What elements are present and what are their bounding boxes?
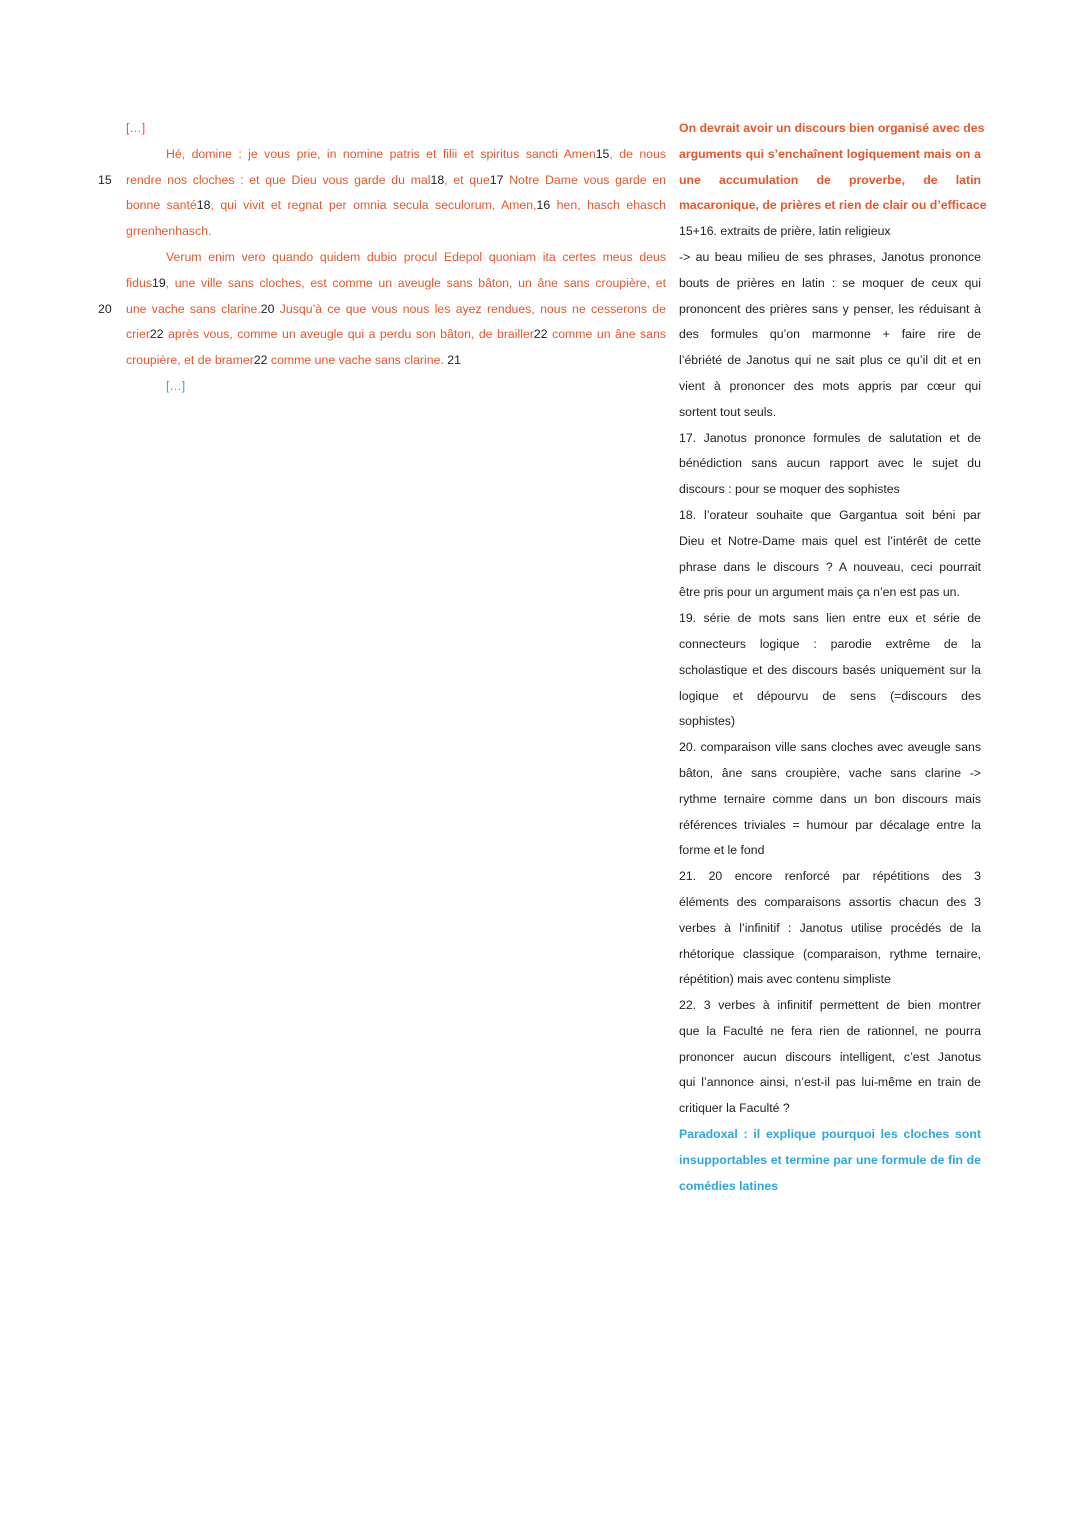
commentary-line: logique et dépourvu de sens (=discours des [679, 688, 981, 703]
text-line [126, 348, 666, 374]
commentary-line: 15+16. extraits de prière, latin religieux [679, 224, 891, 239]
commentary-line: des formules qu’on marmonne + faire rire de [679, 327, 981, 342]
commentary-line: connecteurs logique : parodie extrême de la [679, 636, 981, 651]
text-segment: Verum enim vero quando quidem dubio procul Edepol quoniam ita certes meus deus [166, 249, 666, 264]
commentary-line: l’ébriété de Janotus qui ne sait plus ce qu’il dit et en [679, 353, 981, 368]
text-line [98, 297, 666, 323]
commentary-line: Paradoxal : il explique pourquoi les cloches sont [679, 1127, 981, 1142]
note-ref: 19 [151, 275, 166, 290]
commentary-line: prononcent des prières sans y penser, les réduisant à [679, 301, 981, 316]
line-number: 15 [98, 172, 112, 187]
text-segment: comme une vache sans clarine. [267, 353, 448, 368]
commentary-line: 17. Janotus prononce formules de salutation et de [679, 430, 981, 445]
commentary-line: 21. 20 encore renforcé par répétitions des 3 [679, 869, 981, 884]
commentary-line: répétition) mais avec contenu simpliste [679, 972, 891, 987]
ellipsis-top: […] [126, 121, 146, 135]
text-segment: comme un âne sans [547, 327, 667, 342]
commentary-line: scholastique et des discours basés uniquement sur la [679, 662, 981, 677]
commentary-line: rhétorique classique (comparaison, rythme ternaire, [679, 946, 981, 961]
commentary-line: forme et le fond [679, 843, 765, 858]
note-ref: 22 [149, 327, 164, 342]
commentary-line: insupportables et termine par une formule de fin de [679, 1152, 981, 1167]
commentary-line: vient à prononcer des mots appris par cœur qui [679, 378, 981, 393]
text-line [126, 219, 666, 245]
commentary-line: références triviales = humour par décalage entre la [679, 817, 981, 832]
text-segment: après vous, comme un aveugle qui a perdu son bâton, de brailler [163, 327, 534, 342]
commentary-line: être pris pour un argument mais ça n’en est pas un. [679, 585, 960, 600]
text-line [126, 142, 666, 168]
commentary-line: une accumulation de proverbe, de latin [679, 172, 981, 187]
commentary-line: éléments des comparaisons assortis chacun des 3 [679, 894, 981, 909]
commentary-line: que la Faculté ne fera rien de rationnel, ne pourra [679, 1023, 981, 1038]
commentary-line: bénédiction sans aucun rapport avec le sujet du [679, 456, 981, 471]
text-segment: , et que [444, 172, 490, 187]
text-segment: fidus [126, 275, 152, 290]
commentary-line: -> au beau milieu de ses phrases, Janotus prononce [679, 249, 981, 264]
text-line [126, 245, 666, 271]
commentary-line: On devrait avoir un discours bien organisé avec des [679, 121, 985, 135]
text-segment: Hé, domine : je vous prie, in nomine patris et filii et spiritus sancti Amen [166, 146, 596, 161]
note-ref: 22 [253, 353, 268, 368]
text-segment: une vache sans clarine. [126, 301, 261, 316]
text-segment: croupière, et de bramer [126, 353, 254, 368]
commentary-line: arguments qui s’enchaînent logiquement mais on a [679, 146, 981, 161]
commentary-line: bâton, âne sans croupière, vache sans clarine -> [679, 765, 981, 780]
text-segment: , qui vivit et regnat per omnia secula seculorum, Amen, [210, 198, 537, 213]
text-line [126, 193, 666, 219]
commentary-line: qui l’annonce ainsi, n’est-il pas lui-même en train de [679, 1075, 981, 1090]
text-segment: crier [126, 327, 150, 342]
note-ref: 17 [489, 172, 504, 187]
text-segment: hen, hasch ehasch [550, 198, 667, 213]
ellipsis-bottom: […] [166, 378, 186, 393]
text-segment: bonne santé [126, 198, 197, 213]
commentary-line: 20. comparaison ville sans cloches avec aveugle sans [679, 740, 981, 755]
commentary-line: 19. série de mots sans lien entre eux et série de [679, 611, 981, 626]
commentary-line: 18. l’orateur souhaite que Gargantua soit béni par [679, 507, 981, 522]
commentary-line: 22. 3 verbes à infinitif permettent de bien montrer [679, 998, 981, 1013]
commentary-line: bouts de prières en latin : se moquer de ceux qui [679, 275, 981, 290]
commentary-line: Dieu et Notre-Dame mais quel est l’intérêt de cette [679, 533, 981, 548]
text-segment: rendre nos cloches : et que Dieu vous garde du mal [126, 172, 431, 187]
note-ref: 16 [536, 198, 551, 213]
text-segment: Notre Dame vous garde en [503, 172, 666, 187]
text-line [126, 322, 666, 348]
text-segment: , de nous [609, 146, 667, 161]
text-segment: , une ville sans cloches, est comme un aveugle sans bâton, un âne sans croupière, et [165, 275, 666, 290]
text-line [98, 168, 666, 194]
commentary-line: sophistes) [679, 714, 736, 729]
commentary-line: critiquer la Faculté ? [679, 1101, 790, 1116]
note-ref: 22 [533, 327, 548, 342]
commentary-line: phrase dans le discours ? A nouveau, ceci pourrait [679, 559, 981, 574]
note-ref: 21 [447, 353, 461, 368]
source-text-column [98, 116, 667, 400]
note-ref: 18 [430, 172, 445, 187]
commentary-line: discours : pour se moquer des sophistes [679, 482, 900, 497]
commentary-line: macaronique, de prières et rien de clair ou d’efficace [679, 198, 987, 213]
commentary-line: verbes à l’infinitif : Janotus utilise procédés de la [679, 920, 981, 935]
commentary-line: rythme ternaire comme dans un bon discours mais [679, 791, 981, 806]
commentary-line: comédies latines [679, 1178, 779, 1193]
line-number: 20 [98, 301, 112, 316]
commentary-line: sortent tout seuls. [679, 404, 777, 419]
commentary-line: prononcer aucun discours intelligent, c’est Janotus [679, 1049, 981, 1064]
commentary-column [679, 116, 987, 1199]
text-segment: Jusqu’à ce que vous nous les ayez rendues, nous ne cesserons de [274, 301, 666, 316]
note-ref: 15 [595, 146, 610, 161]
text-line [126, 271, 666, 297]
note-ref: 18 [196, 198, 211, 213]
text-segment: grrenhenhasch. [126, 224, 212, 239]
note-ref: 20 [260, 301, 275, 316]
